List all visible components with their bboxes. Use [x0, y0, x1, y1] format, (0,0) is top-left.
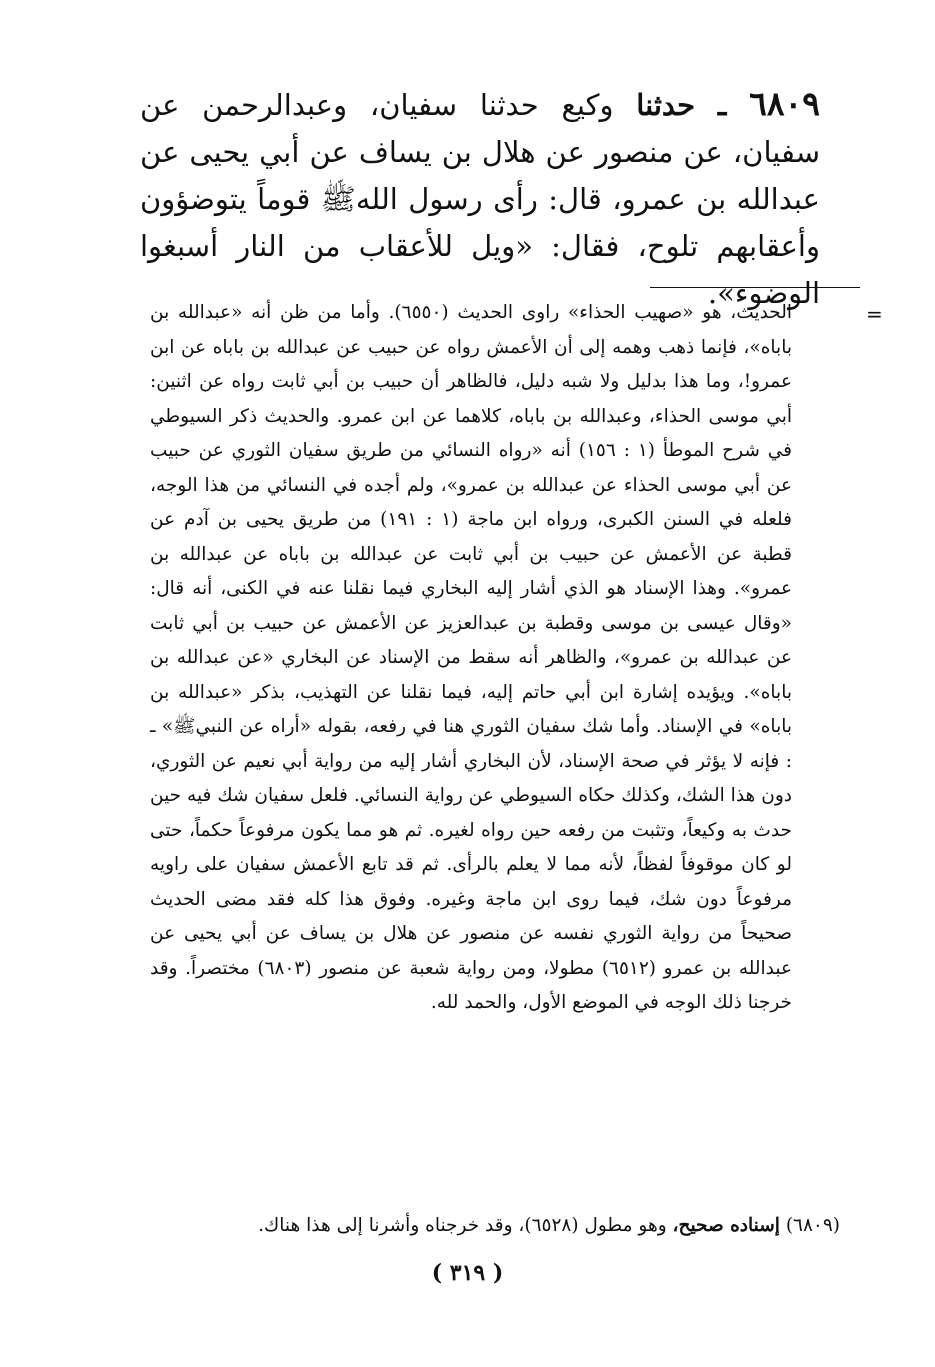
hadith-opener: حدثنا: [636, 88, 696, 122]
continuation-mark: =: [866, 302, 883, 326]
hadith-text: [140, 80, 820, 317]
page-number: ( ٣١٩ ): [431, 1260, 504, 1286]
grading-number: (٦٨٠٩): [785, 1215, 840, 1236]
footnote-text: الحديث، هو «صهيب الحذاء» راوى الحديث (٦٥٥٠). وأما من ظن أنه «عبدالله بن باباه»، فإنما ذهب وهمه إلى أن الأعمش رواه عن حبيب عن عبدالله بن باباه عن ابن عمرو!، وما هذا بدليل ولا شبه دليل، فالظاهر أن حبيب بن أبي ثابت رواه عن اثنين: أبي موسى الحذاء، وعبدالله بن باباه، كلاهما عن ابن عمرو. والحديث ذكر السيوطي في شرح الموطأ (١ : ١٥٦) أنه «رواه النسائي من طريق سفيان الثوري عن حبيب عن أبي موسى الحذاء عن عبدالله بن عمرو»، ولم أجده في النسائي من هذا الوجه، فلعله في السنن الكبرى، ورواه ابن ماجة (١ : ١٩١) من طريق يحيى بن آدم عن قطبة عن الأعمش عن حبيب بن أبي ثابت عن عبدالله بن باباه عن عبدالله بن عمرو». وهذا الإسناد هو الذي أشار إليه البخاري فيما نقلنا عنه في الكنى، أنه قال: «وقال عيسى بن موسى وقطبة بن عبدالعزيز عن الأعمش عن حبيب بن أبي ثابت عن عبدالله بن عمرو»، والظاهر أنه سقط من الإسناد عن البخاري «عن عبدالله بن باباه». ويؤيده إشارة ابن أبي حاتم إليه، فيما نقلنا عن التهذيب، بذكر «عبدالله بن باباه» في الإسناد. وأما شك سفيان الثوري هنا في رفعه، بقوله «أراه عن النبيﷺ» ـ : فإنه لا يؤثر في صحة الإسناد، لأن البخاري أشار إليه من رواية أبي نعيم عن الثوري، دون هذا الشك، وكذلك حكاه السيوطي عن رواية النسائي. فلعل سفيان شك فيه حين حدث به وكيعاً، وتثبت من رفعه حين رواه لغيره. ثم هو مما يكون مرفوعاً حكماً، حتى لو كان موقوفاً لفظاً، لأنه مما لا يعلم بالرأى. ثم قد تابع الأعمش سفيان على راويه مرفوعاً دون شك، فيما روى ابن ماجة وغيره. وفوق هذا كله فقد مضى الحديث صحيحاً من رواية الثوري نفسه عن منصور عن هلال بن يساف عن أبي يحيى عن عبدالله بن عمرو (٦٥١٢) مطولا، ومن رواية شعبة عن منصور (٦٨٠٣) مختصراً. وقد خرجنا ذلك الوجه في الموضع الأول، والحمد لله.: [150, 302, 793, 1013]
footnote-divider: [650, 287, 860, 288]
hadith-body: وكيع حدثنا سفيان، وعبدالرحمن عن سفيان، عن منصور عن هلال بن يساف عن أبي يحيى عن عبدالله بن عمرو، قال: رأى رسول اللهﷺ قوماً يتوضؤون وأعقابهم تلوح، فقال: «ويل للأعقاب من النار أسبغوا الوضوء».: [140, 88, 820, 310]
grading-rest: وهو مطول (٦٥٢٨)، وقد خرجناه وأشرنا إلى هذا هناك.: [258, 1215, 667, 1236]
hadith-number: ٦٨٠٩: [749, 84, 821, 123]
hadith-separator: ـ: [717, 88, 727, 122]
grading-note: [150, 1211, 840, 1241]
grading-verdict: إسناده صحيح،: [672, 1215, 780, 1236]
